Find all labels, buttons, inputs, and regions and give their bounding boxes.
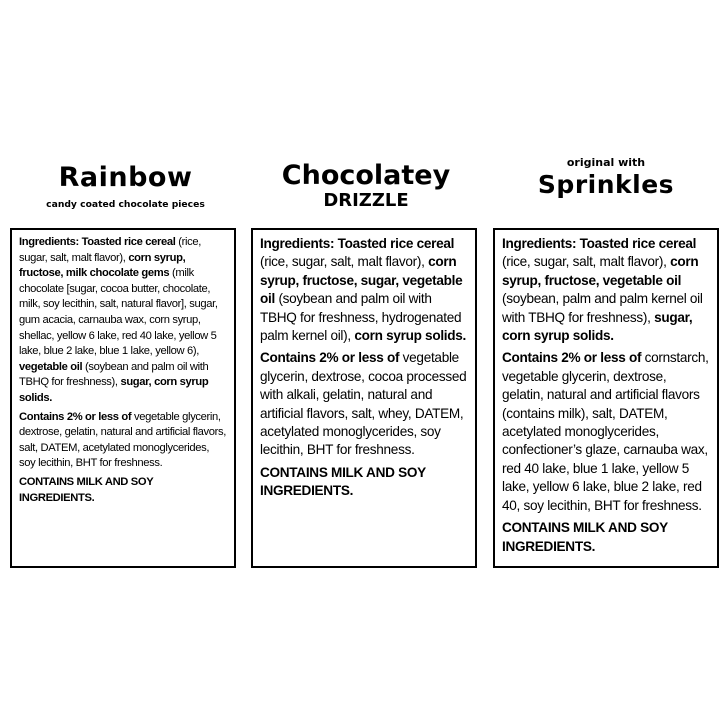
sprinkles-allergen-statement: CONTAINS MILK AND SOY INGREDIENTS.	[502, 520, 668, 554]
drizzle-allergen-statement: CONTAINS MILK AND SOY INGREDIENTS.	[260, 464, 426, 499]
sprinkles-contains-text: Contains 2% or less of cornstarch, vegetable glycerin, dextrose, gelatin, natural and artificial flavors (contains milk), salt, DATEM, acetylated monoglycerides, confectioner’s glaze, carnauba wax, red 40 lake, blue 1 lake, yellow 5 lake, yellow 6 lake, blue 2 lake, red 40, soy lecithin, BHT for freshness.	[502, 350, 709, 513]
original-with-label: original with	[566, 156, 646, 169]
sprinkles-ingredients-text: Ingredients: Toasted rice cereal (rice, sugar, salt, malt flavor), corn syrup, fructose, vegetable oil (soybean, palm and palm kernel oil with TBHQ for freshness), sugar, corn syrup solids.	[502, 236, 703, 344]
rainbow-allergen-statement: CONTAINS MILK AND SOY INGREDIENTS.	[19, 475, 154, 504]
rainbow-ingredients-text: Ingredients: Toasted rice cereal (rice, sugar, salt, malt flavor), corn syrup, fructose, milk chocolate gems (milk chocolate [sugar, cocoa butter, chocolate, milk, soy lecithin, salt, natural flavor], sugar, gum acacia, carnauba wax, corn syrup, shellac, yellow 6 lake, red 40 lake, yellow 5 lake, blue 2 lake, blue 1 lake, yellow 6), vegetable oil (soybean and palm oil with TBHQ for freshness), sugar, corn syrup solids.	[19, 236, 218, 404]
sprinkles-ingredients-panel	[493, 228, 719, 568]
drizzle-ingredients-panel	[251, 228, 477, 568]
sprinkles-title: Sprinkles	[537, 170, 675, 199]
chocolatey-title: Chocolatey	[281, 160, 451, 191]
rainbow-contains-text: Contains 2% or less of vegetable glycerin, dextrose, gelatin, natural and artificial flavors, salt, DATEM, acetylated monoglycerides, soy lecithin, BHT for freshness.	[19, 410, 226, 470]
drizzle-subtitle: DRIZZLE	[323, 190, 409, 211]
rainbow-title: Rainbow	[58, 162, 193, 193]
rainbow-subtitle: candy coated chocolate pieces	[46, 199, 205, 210]
drizzle-ingredients-text: Ingredients: Toasted rice cereal (rice, sugar, salt, malt flavor), corn syrup, fructose, sugar, vegetable oil (soybean and palm oil with TBHQ for freshness, hydrogenated palm kernel oil), corn syrup solids.	[260, 236, 467, 344]
rainbow-ingredients-panel	[10, 228, 236, 568]
drizzle-contains-text: Contains 2% or less of vegetable glycerin, dextrose, cocoa processed with alkali, gelatin, natural and artificial flavors, salt, whey, DATEM, acetylated monoglycerides, soy lecithin, BHT for freshness.	[260, 350, 467, 458]
